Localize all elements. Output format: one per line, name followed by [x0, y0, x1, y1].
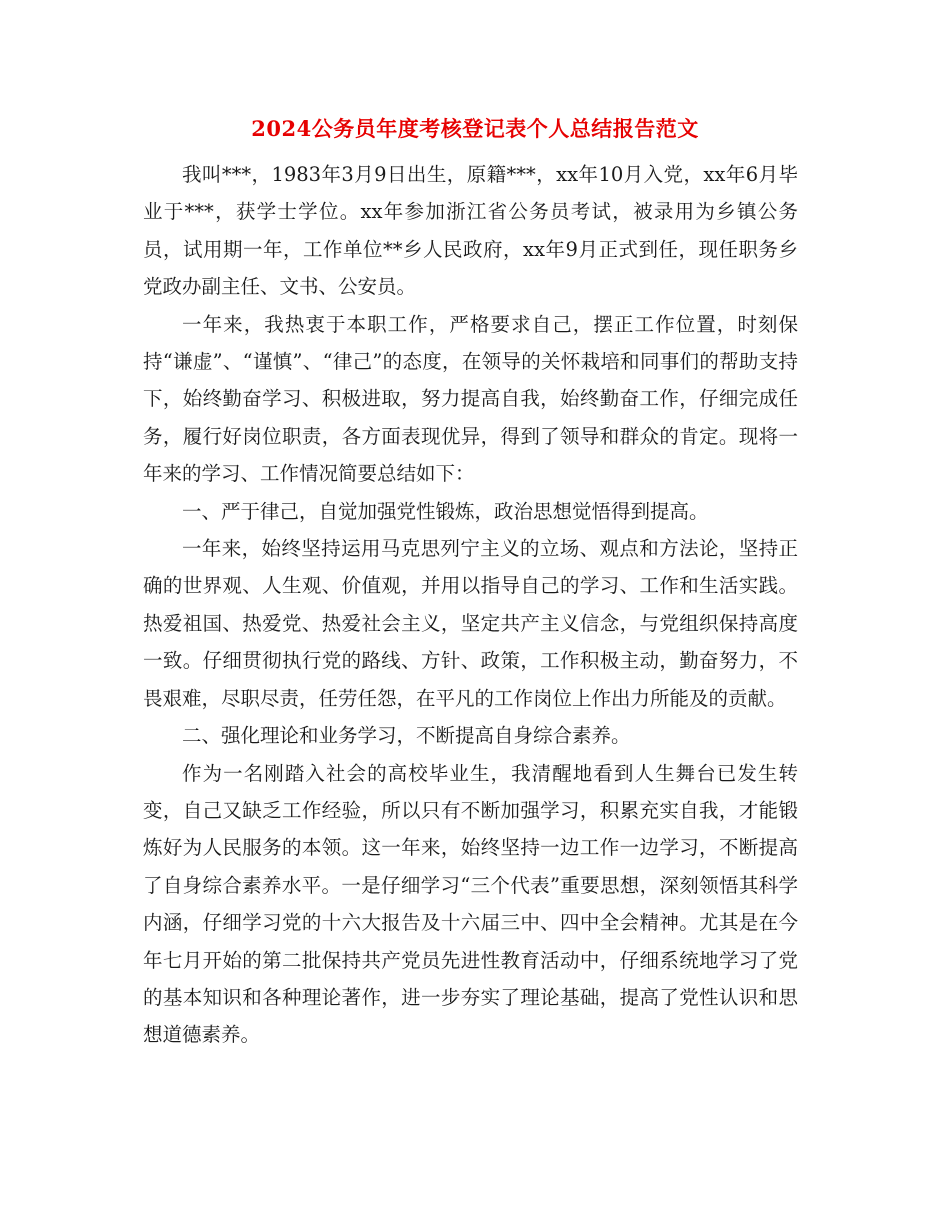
paragraph-section-2: 作为一名刚踏入社会的高校毕业生，我清醒地看到人生舞台已发生转变，自己又缺乏工作经验，所以只有不断加强学习，积累充实自我，才能锻炼好为人民服务的本领。这一年来，始终坚持一边工作一边学习，不断提高了自身综合素养水平。一是仔细学习“三个代表”重要思想，深刻领悟其科学内涵，仔细学习党的十六大报告及十六届三中、四中全会精神。尤其是在今年七月开始的第二批保持共产党员先进性教育活动中，仔细系统地学习了党的基本知识和各种理论著作，进一步夯实了理论基础，提高了党性认识和思想道德素养。	[143, 761, 798, 1047]
section-heading-2: 二、强化理论和业务学习，不断提高自身综合素养。	[182, 724, 631, 748]
document-title: 2024公务员年度考核登记表个人总结报告范文	[251, 116, 699, 141]
section-heading-1: 一、严于律己，自觉加强党性锻炼，政治思想觉悟得到提高。	[182, 499, 709, 523]
paragraph-section-1: 一年来，始终坚持运用马克思列宁主义的立场、观点和方法论，坚持正确的世界观、人生观、价值观，并用以指导自己的学习、工作和生活实践。热爱祖国、热爱党、热爱社会主义，坚定共产主义信念，与党组织保持高度一致。仔细贯彻执行党的路线、方针、政策，工作积极主动，勤奋努力，不畏艰难，尽职尽责，任劳任怨，在平凡的工作岗位上作出力所能及的贡献。	[143, 537, 798, 710]
paragraph-overview: 一年来，我热衷于本职工作，严格要求自己，摆正工作位置，时刻保持“谦虚”、“谨慎”、“律己”的态度，在领导的关怀栽培和同事们的帮助支持下，始终勤奋学习、积极进取，努力提高自我，始终勤奋工作，仔细完成任务，履行好岗位职责，各方面表现优异，得到了领导和群众的肯定。现将一年来的学习、工作情况简要总结如下：	[143, 312, 798, 486]
paragraph-personal-info: 我叫***，1983年3月9日出生，原籍***，xx年10月入党，xx年6月毕业于***，获学士学位。xx年参加浙江省公务员考试，被录用为乡镇公务员，试用期一年，工作单位**乡人民政府，xx年9月正式到任，现任职务乡党政办副主任、文书、公安员。	[143, 163, 798, 299]
document-body	[143, 156, 798, 1054]
